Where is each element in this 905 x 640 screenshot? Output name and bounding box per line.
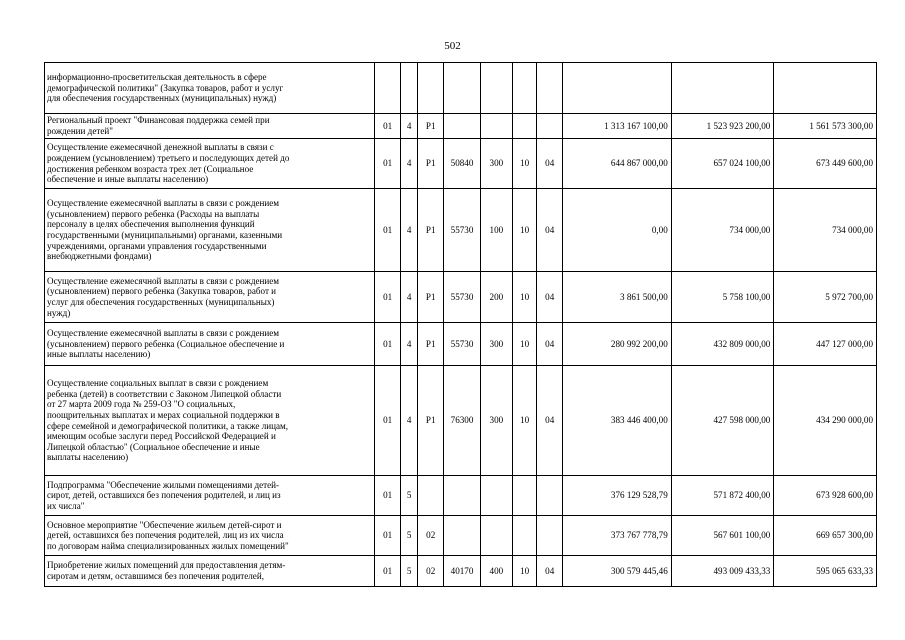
code-cell-c1: 01	[375, 516, 401, 556]
description-line: Осуществление ежемесячной выплаты в связи с рождением	[47, 275, 280, 286]
code-cell-c4: 55730	[444, 272, 481, 323]
amount-cell-v1: 280 992 200,00	[563, 323, 672, 366]
description-line: государственными (муниципальными) органами, казенными	[47, 230, 283, 240]
description-line: внебюджетными фондами)	[47, 251, 152, 262]
description-line: Приобретение жилых помещений для предоставления детям-	[47, 560, 286, 571]
code-cell-c4	[444, 114, 481, 139]
description-line: информационно-просветительская деятельность в сфере	[47, 72, 267, 83]
code-cell-c7	[537, 114, 563, 139]
code-cell-c1: 01	[375, 366, 401, 476]
code-cell-c7: 04	[537, 139, 563, 189]
code-cell-c5	[480, 516, 512, 556]
row-description	[45, 272, 375, 323]
amount-cell-v1: 1 313 167 100,00	[563, 114, 672, 139]
description-line: сирот, детей, оставшихся без попечения родителей, и лиц из	[47, 490, 281, 501]
amount-cell-v3: 5 972 700,00	[774, 272, 877, 323]
code-cell-c7: 04	[537, 323, 563, 366]
amount-cell-v3: 669 657 300,00	[774, 516, 877, 556]
page-number: 502	[444, 40, 461, 52]
description-line: сиротам и детям, оставшимся без попечения родителей,	[47, 571, 264, 581]
code-cell-c2: 4	[400, 114, 417, 139]
row-description	[45, 556, 375, 587]
code-cell-c2: 5	[400, 516, 417, 556]
description-line: нужд)	[47, 307, 71, 318]
code-cell-c7: 04	[537, 189, 563, 272]
row-description	[45, 139, 375, 189]
code-cell-c2: 4	[400, 189, 417, 272]
description-line: Региональный проект "Финансовая поддержка семей при	[47, 115, 270, 126]
code-cell-c2: 4	[400, 366, 417, 476]
code-cell-c2	[400, 63, 417, 114]
description-line: Основное мероприятие "Обеспечение жильем детей-сирот и	[47, 519, 282, 530]
amount-cell-v1: 376 129 528,79	[563, 476, 672, 516]
amount-cell-v1: 3 861 500,00	[563, 272, 672, 323]
description-line: Липецкой областью" (Социальное обеспечение и иные	[47, 441, 260, 452]
code-cell-c4: 55730	[444, 323, 481, 366]
amount-cell-v3: 1 561 573 300,00	[774, 114, 877, 139]
description-line: сфере семейной и демографической политики, а также лицам,	[47, 420, 289, 431]
description-line: рождении детей"	[47, 126, 113, 136]
code-cell-c3: 02	[418, 516, 444, 556]
row-description	[45, 114, 375, 139]
code-cell-c5: 300	[480, 323, 512, 366]
code-cell-c5	[480, 63, 512, 114]
description-line: по договорам найма специализированных жилых помещений"	[47, 540, 289, 551]
code-cell-c3	[418, 476, 444, 516]
amount-cell-v2: 571 872 400,00	[671, 476, 774, 516]
budget-table	[44, 62, 877, 587]
row-description	[45, 63, 375, 114]
description-line: выплаты населению)	[47, 452, 129, 463]
description-line: достижения ребенком возраста трех лет (Социальное	[47, 163, 254, 174]
amount-cell-v3: 595 065 633,33	[774, 556, 877, 587]
table-row	[45, 476, 877, 516]
code-cell-c4	[444, 476, 481, 516]
code-cell-c7	[537, 476, 563, 516]
description-line: от 27 марта 2009 года № 259-ОЗ "О социальных,	[47, 399, 236, 410]
amount-cell-v3	[774, 63, 877, 114]
code-cell-c5: 300	[480, 139, 512, 189]
code-cell-c1: 01	[375, 272, 401, 323]
code-cell-c2: 5	[400, 476, 417, 516]
amount-cell-v3: 447 127 000,00	[774, 323, 877, 366]
code-cell-c6	[512, 516, 537, 556]
code-cell-c6	[512, 114, 537, 139]
description-line: (усыновлением) первого ребенка (Социальное обеспечение и	[47, 338, 285, 349]
amount-cell-v1: 644 867 000,00	[563, 139, 672, 189]
code-cell-c6	[512, 476, 537, 516]
amount-cell-v2: 493 009 433,33	[671, 556, 774, 587]
code-cell-c6: 10	[512, 139, 537, 189]
code-cell-c3: P1	[418, 114, 444, 139]
code-cell-c3: P1	[418, 272, 444, 323]
table-row	[45, 114, 877, 139]
table-row	[45, 556, 877, 587]
amount-cell-v1: 373 767 778,79	[563, 516, 672, 556]
code-cell-c2: 4	[400, 323, 417, 366]
code-cell-c4: 50840	[444, 139, 481, 189]
row-description	[45, 366, 375, 476]
row-description	[45, 323, 375, 366]
code-cell-c5	[480, 476, 512, 516]
code-cell-c1: 01	[375, 189, 401, 272]
code-cell-c6: 10	[512, 366, 537, 476]
code-cell-c1: 01	[375, 139, 401, 189]
code-cell-c3: P1	[418, 139, 444, 189]
code-cell-c3	[418, 63, 444, 114]
amount-cell-v2: 5 758 100,00	[671, 272, 774, 323]
amount-cell-v3: 673 449 600,00	[774, 139, 877, 189]
code-cell-c4	[444, 63, 481, 114]
description-line: для обеспечения государственных (муниципальных) нужд)	[47, 93, 277, 104]
code-cell-c5: 300	[480, 366, 512, 476]
code-cell-c4: 55730	[444, 189, 481, 272]
description-line: детей, оставшихся без попечения родителей, лиц из их числа	[47, 530, 284, 541]
amount-cell-v1: 383 446 400,00	[563, 366, 672, 476]
code-cell-c6: 10	[512, 189, 537, 272]
description-line: персоналу в целях обеспечения выполнения функций	[47, 219, 255, 230]
table-row	[45, 189, 877, 272]
code-cell-c7	[537, 63, 563, 114]
code-cell-c2: 4	[400, 272, 417, 323]
code-cell-c7: 04	[537, 366, 563, 476]
amount-cell-v2	[671, 63, 774, 114]
description-line: услуг для обеспечения государственных (муниципальных)	[47, 297, 275, 307]
code-cell-c4: 40170	[444, 556, 481, 587]
code-cell-c1: 01	[375, 476, 401, 516]
code-cell-c7: 04	[537, 556, 563, 587]
code-cell-c5: 400	[480, 556, 512, 587]
row-description	[45, 516, 375, 556]
code-cell-c1: 01	[375, 556, 401, 587]
code-cell-c3: 02	[418, 556, 444, 587]
amount-cell-v2: 1 523 923 200,00	[671, 114, 774, 139]
description-line: Осуществление ежемесячной денежной выплаты в связи с	[47, 142, 274, 153]
amount-cell-v2: 657 024 100,00	[671, 139, 774, 189]
amount-cell-v3: 673 928 600,00	[774, 476, 877, 516]
amount-cell-v1	[563, 63, 672, 114]
amount-cell-v3: 434 290 000,00	[774, 366, 877, 476]
table-body	[45, 63, 877, 587]
description-line: их числа"	[47, 500, 85, 511]
table-row	[45, 323, 877, 366]
code-cell-c4: 76300	[444, 366, 481, 476]
description-line: учреждениями, органами управления государственными	[47, 240, 267, 251]
description-line: обеспечение и иные выплаты населению)	[47, 174, 209, 185]
code-cell-c6: 10	[512, 272, 537, 323]
code-cell-c3: P1	[418, 366, 444, 476]
description-line: имеющим особые заслуги перед Российской Федерацией и	[47, 431, 276, 442]
code-cell-c6: 10	[512, 556, 537, 587]
amount-cell-v1: 0,00	[563, 189, 672, 272]
description-line: Осуществление ежемесячной выплаты в связи с рождением	[47, 198, 280, 209]
table-row	[45, 366, 877, 476]
code-cell-c7: 04	[537, 272, 563, 323]
description-line: (усыновлением) первого ребенка (Закупка товаров, работ и	[47, 286, 277, 297]
code-cell-c1: 01	[375, 114, 401, 139]
description-line: (усыновлением) первого ребенка (Расходы на выплаты	[47, 208, 260, 219]
code-cell-c6: 10	[512, 323, 537, 366]
row-description	[45, 189, 375, 272]
code-cell-c5: 200	[480, 272, 512, 323]
description-line: Осуществление ежемесячной выплаты в связи с рождением	[47, 328, 280, 339]
code-cell-c5: 100	[480, 189, 512, 272]
code-cell-c2: 5	[400, 556, 417, 587]
amount-cell-v3: 734 000,00	[774, 189, 877, 272]
code-cell-c1	[375, 63, 401, 114]
description-line: Подпрограмма "Обеспечение жилыми помещениями детей-	[47, 479, 280, 490]
code-cell-c3: P1	[418, 323, 444, 366]
code-cell-c5	[480, 114, 512, 139]
table-row	[45, 63, 877, 114]
code-cell-c7	[537, 516, 563, 556]
code-cell-c6	[512, 63, 537, 114]
description-line: рождением (усыновлением) третьего и последующих детей до	[47, 152, 290, 163]
amount-cell-v2: 567 601 100,00	[671, 516, 774, 556]
amount-cell-v2: 432 809 000,00	[671, 323, 774, 366]
description-line: Осуществление социальных выплат в связи с рождением	[47, 378, 269, 389]
row-description	[45, 476, 375, 516]
description-line: иные выплаты населению)	[47, 349, 151, 360]
description-line: демографической политики" (Закупка товаров, работ и услуг	[47, 82, 284, 93]
code-cell-c3: P1	[418, 189, 444, 272]
code-cell-c1: 01	[375, 323, 401, 366]
table-row	[45, 516, 877, 556]
amount-cell-v2: 427 598 000,00	[671, 366, 774, 476]
description-line: ребенка (детей) в соответствии с Законом Липецкой области	[47, 388, 282, 399]
description-line: поощрительных выплатах и мерах социальной поддержки в	[47, 409, 280, 420]
amount-cell-v2: 734 000,00	[671, 189, 774, 272]
table-row	[45, 272, 877, 323]
table-row	[45, 139, 877, 189]
code-cell-c4	[444, 516, 481, 556]
amount-cell-v1: 300 579 445,46	[563, 556, 672, 587]
code-cell-c2: 4	[400, 139, 417, 189]
